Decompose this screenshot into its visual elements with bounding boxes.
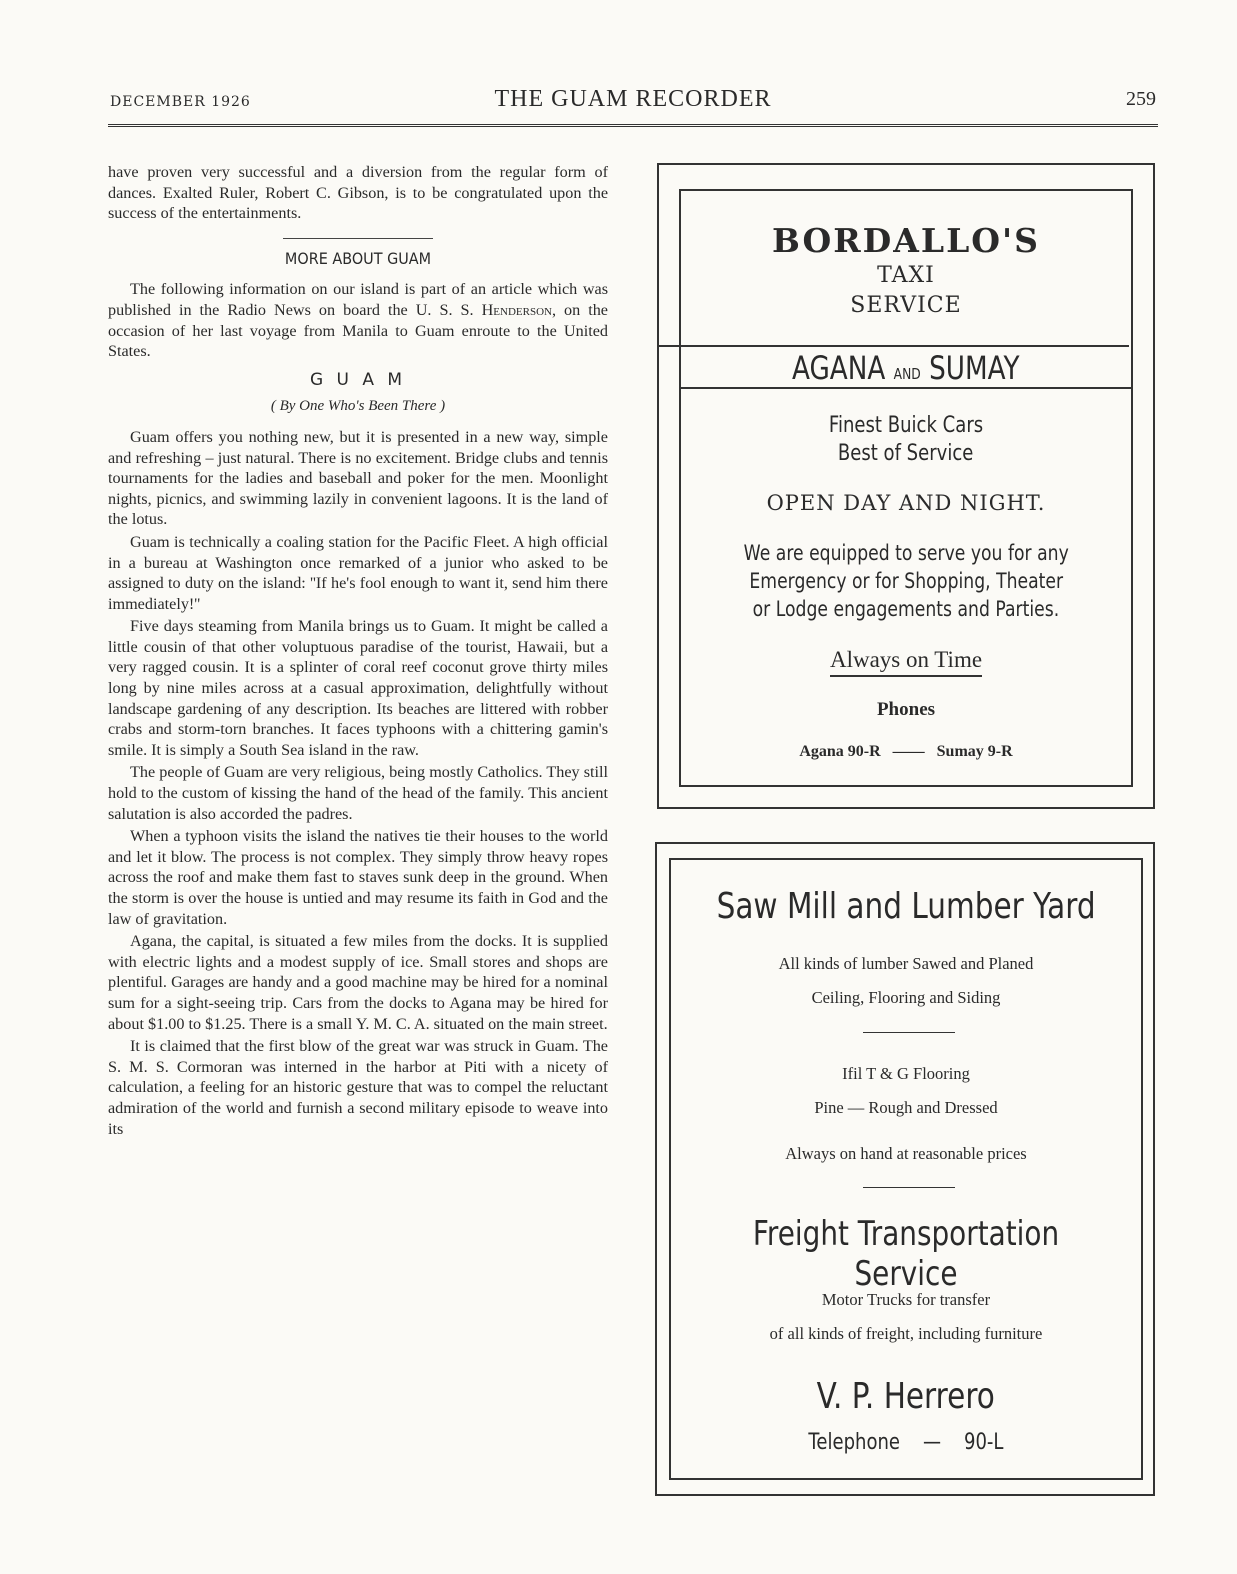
lumber-telephone	[671, 1430, 1141, 1455]
article-paragraph: Guam is technically a coaling station for the Pacific Fleet. A high official in a bureau at Washington once remarked of a junior who asked to be assigned to duty on the island: ''If he's fool enough to want it, send him there immediately!''	[108, 532, 608, 613]
page-header	[110, 86, 1156, 126]
taxi-line-1: TAXI	[877, 263, 935, 288]
owner-name: V. P. Herrero	[816, 1376, 996, 1417]
taxi-phones-label: Phones	[876, 699, 936, 720]
publication-title: THE GUAM RECORDER	[494, 86, 772, 112]
taxi-phone-numbers	[681, 743, 1131, 761]
article-paragraph: The people of Guam are very religious, being mostly Catholics. They still hold to the custom of kissing the hand of the head of the family. This ancient salutation is also accorded the padres.	[108, 763, 608, 823]
lumber-line-1: All kinds of lumber Sawed and Planed	[778, 954, 1034, 973]
freight-line-1: Motor Trucks for transfer	[821, 1290, 991, 1309]
freight-title: Freight Transportation Service	[752, 1214, 1060, 1294]
header-rule	[108, 124, 1158, 127]
taxi-equipped-2-wrap	[681, 569, 1131, 593]
taxi-equipped-2: Emergency or for Shopping, Theater	[749, 569, 1063, 593]
page-number: 259	[1126, 88, 1156, 110]
freight-line-2: of all kinds of freight, including furniture	[769, 1324, 1043, 1343]
article-paragraph: Guam offers you nothing new, but it is presented in a new way, simple and refreshing – just natural. There is no excitement. Bridge clubs and tennis tournaments for the ladies and baseball and poker for the men. Moonlight nights, picnics, and swimming lazily in convenient lagoons. It is the land of the lotus.	[108, 427, 608, 529]
telephone-dash: —	[923, 1430, 942, 1455]
article-paragraph: Agana, the capital, is situated a few miles from the docks. It is supplied with electric lights and a modest supply of ice. Small stores and shops are plentiful. Garages are handy and a good machine may be hired for a nominal sum for a sight-seeing trip. Cars from the docks to Agana may be hired for about $1.00 to $1.25. There is a small Y. M. C. A. situated on the main street.	[108, 932, 608, 1033]
taxi-cars: Finest Buick Cars	[828, 413, 984, 438]
phone-agana: Agana 90-R	[799, 743, 881, 760]
freight-title-wrap	[671, 1214, 1141, 1294]
lumber-advertisement	[655, 842, 1155, 1496]
taxi-cars-wrap	[681, 413, 1131, 438]
taxi-equipped-1: We are equipped to serve you for any	[743, 541, 1069, 565]
taxi-rule-top	[659, 345, 1129, 347]
location-sumay: SUMAY	[929, 349, 1020, 387]
lumber-title: Saw Mill and Lumber Yard	[716, 886, 1096, 927]
telephone-number: 90-L	[964, 1430, 1004, 1455]
taxi-service-wrap	[681, 441, 1131, 466]
article-byline: ( By One Who's Been There )	[270, 398, 446, 415]
location-and: AND	[893, 365, 922, 383]
phone-sumay: Sumay 9-R	[936, 743, 1013, 760]
taxi-always-wrap	[681, 647, 1131, 677]
owner-wrap	[671, 1376, 1141, 1417]
lumber-separator-2	[863, 1187, 955, 1188]
article-paragraph: When a typhoon visits the island the natives tie their houses to the world and let it blow. The process is not complex. They simply throw heavy ropes across the roof and make them fast to staves sunk deep in the ground. When the storm is over the house is untied and may resume its faith in God and the law of gravitation.	[108, 827, 608, 928]
lumber-line-5: Always on hand at reasonable prices	[785, 1144, 1027, 1163]
taxi-rule-bottom	[679, 387, 1133, 389]
lumber-line-2: Ceiling, Flooring and Siding	[811, 988, 1001, 1007]
taxi-open-hours: OPEN DAY AND NIGHT.	[766, 491, 1046, 515]
taxi-equipped-3-wrap	[681, 597, 1131, 621]
taxi-ad-inner-border	[679, 189, 1133, 787]
article-column	[108, 162, 608, 1139]
section-separator	[283, 238, 433, 239]
ship-name: Henderson	[481, 300, 552, 319]
article-title: G U A M	[309, 369, 407, 390]
lumber-line-4: Pine — Rough and Dressed	[814, 1098, 998, 1117]
telephone-label: Telephone	[808, 1430, 901, 1455]
article-paragraph: It is claimed that the first blow of the great war was struck in Guam. The S. M. S. Cormoran was interned in the harbor at Piti with a nicety of calculation, a feeling for an historic gesture that was to compel the reluctant admiration of the world and furnish a second military episode to weave into its	[108, 1037, 608, 1138]
section-intro: The following information on our island is part of an article which was published in the Radio News on board the U. S. S. Henderson, on the occasion of her last voyage from Manila to Guam enroute to the United States.	[108, 280, 608, 361]
article-paragraph: Five days steaming from Manila brings us to Guam. It might be called a little cousin of that other voluptuous paradise of the tourist, Hawaii, but a very ragged cousin. It is a splinter of coral reef coconut grove thirty miles long by nine miles across at a casual approximation, delightfully without landscape gardening of any description. Its beaches are littered with robber crabs and storm-torn branches. It faces typhoons with a chittering gamin's smile. It is simply a South Sea island in the raw.	[108, 617, 608, 759]
taxi-service-quality: Best of Service	[838, 441, 974, 466]
phone-dash: ——	[892, 743, 925, 760]
intro-paragraph: have proven very successful and a diversion from the regular form of dances. Exalted Ruler, Robert C. Gibson, is to be congratulated upon the success of the entertainments.	[108, 163, 608, 223]
lumber-title-wrap	[671, 886, 1141, 927]
taxi-always-on-time: Always on Time	[830, 647, 982, 677]
taxi-company-name: BORDALLO'S	[772, 221, 1040, 260]
lumber-ad-inner-border	[669, 858, 1143, 1480]
lumber-separator-1	[863, 1032, 955, 1033]
location-agana: AGANA	[792, 349, 886, 387]
section-title: MORE ABOUT GUAM	[284, 248, 432, 268]
taxi-advertisement	[657, 163, 1155, 809]
lumber-line-3: Ifil T & G Flooring	[842, 1064, 970, 1083]
taxi-equipped-1-wrap	[681, 541, 1131, 565]
issue-date: DECEMBER 1926	[110, 94, 251, 110]
taxi-locations	[681, 349, 1131, 387]
taxi-line-2: SERVICE	[850, 293, 962, 318]
taxi-equipped-3: or Lodge engagements and Parties.	[752, 597, 1060, 621]
